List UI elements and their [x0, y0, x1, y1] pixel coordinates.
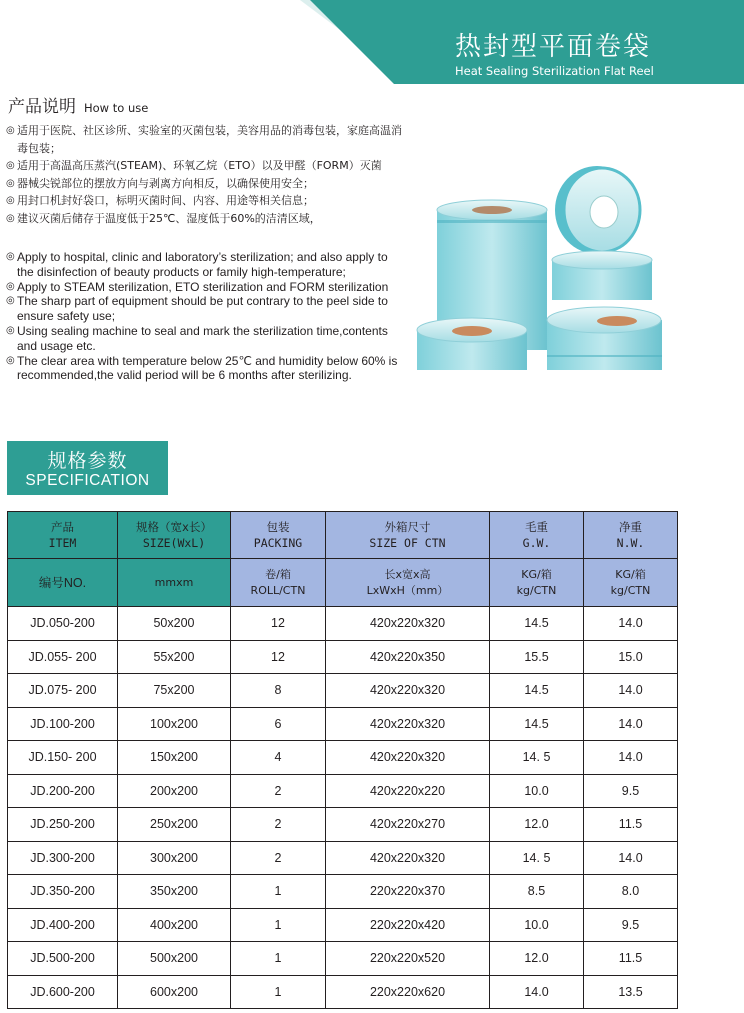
cell-gross-weight: 12.0 — [490, 942, 584, 976]
cell-gross-weight: 10.0 — [490, 774, 584, 808]
list-item: ◎ Apply to STEAM sterilization, ETO sterilization and FORM sterilization — [6, 279, 389, 294]
table-row — [8, 741, 678, 775]
subheader-cell-unit: mmxm — [118, 559, 231, 607]
cell-code: JD.200-200 — [8, 774, 118, 808]
cell-gross-weight: 14.5 — [490, 674, 584, 708]
cell-packing: 1 — [231, 875, 326, 909]
bullet-icon: ◎ — [6, 125, 15, 136]
cell-net-weight: 8.0 — [584, 875, 678, 909]
description-heading-cn: 产品说明 — [8, 97, 76, 117]
cell-packing: 2 — [231, 774, 326, 808]
cell-size: 400x200 — [118, 908, 231, 942]
cell-packing: 6 — [231, 707, 326, 741]
cell-ctn-size: 420x220x320 — [326, 674, 490, 708]
specification-heading-cn: 规格参数 — [47, 450, 128, 472]
cell-gross-weight: 12.0 — [490, 808, 584, 842]
sterilization-reel-rolls-image — [412, 150, 672, 400]
list-item: ◎ Using sealing machine to seal and mark the sterilization time,contents and usage etc. — [6, 323, 388, 353]
cell-size: 55x200 — [118, 640, 231, 674]
cell-code: JD.500-200 — [8, 942, 118, 976]
table-row — [8, 674, 678, 708]
cell-ctn-size: 220x220x620 — [326, 975, 490, 1009]
table-row — [8, 841, 678, 875]
cell-net-weight: 14.0 — [584, 707, 678, 741]
bullet-icon: ◎ — [6, 177, 15, 189]
bullet-icon: ◎ — [6, 160, 15, 171]
cell-gross-weight: 14.0 — [490, 975, 584, 1009]
cell-packing: 12 — [231, 640, 326, 674]
specification-table — [7, 511, 678, 1009]
subheader-cell-lwh: 长x宽x高 LxWxH（mm） — [326, 559, 490, 607]
header-cell-item: 产品 ITEM — [8, 512, 118, 559]
header-cell-packing: 包装 PACKING — [231, 512, 326, 559]
cell-ctn-size: 420x220x220 — [326, 774, 490, 808]
cell-net-weight: 14.0 — [584, 841, 678, 875]
cell-code: JD.100-200 — [8, 707, 118, 741]
cell-ctn-size: 420x220x270 — [326, 808, 490, 842]
table-row — [8, 707, 678, 741]
cell-packing: 1 — [231, 975, 326, 1009]
description-list-en — [6, 250, 406, 383]
cell-code: JD.300-200 — [8, 841, 118, 875]
cell-packing: 1 — [231, 908, 326, 942]
cell-gross-weight: 14. 5 — [490, 741, 584, 775]
cell-ctn-size: 420x220x320 — [326, 841, 490, 875]
cell-gross-weight: 15.5 — [490, 640, 584, 674]
cell-packing: 8 — [231, 674, 326, 708]
cell-ctn-size: 420x220x320 — [326, 741, 490, 775]
cell-ctn-size: 220x220x520 — [326, 942, 490, 976]
specification-heading-en: SPECIFICATION — [25, 472, 150, 489]
rolls-illustration — [412, 150, 672, 400]
cell-ctn-size: 420x220x320 — [326, 707, 490, 741]
cell-size: 500x200 — [118, 942, 231, 976]
cell-packing: 2 — [231, 841, 326, 875]
cell-net-weight: 11.5 — [584, 942, 678, 976]
cell-size: 250x200 — [118, 808, 231, 842]
cell-size: 150x200 — [118, 741, 231, 775]
header-cell-size: 规格（宽x长） SIZE(WxL) — [118, 512, 231, 559]
bullet-icon: ◎ — [6, 324, 15, 336]
cell-code: JD.600-200 — [8, 975, 118, 1009]
description-list-cn — [6, 122, 406, 227]
header-cell-ctn-size: 外箱尺寸 SIZE OF CTN — [326, 512, 490, 559]
cell-ctn-size: 420x220x320 — [326, 607, 490, 641]
cell-net-weight: 9.5 — [584, 908, 678, 942]
specification-heading — [7, 441, 168, 495]
description-heading-en: How to use — [84, 101, 149, 115]
cell-code: JD.350-200 — [8, 875, 118, 909]
list-item: ◎ 建议灭菌后储存于温度低于25℃、湿度低于60%的洁清区域， — [6, 210, 406, 228]
header-cell-gross-weight: 毛重 G.W. — [490, 512, 584, 559]
list-item: ◎ 适用于高温高压蒸汽(STEAM)、环氧乙烷（ETO）以及甲醛（FORM）灭菌 — [6, 157, 406, 175]
cell-code: JD.150- 200 — [8, 741, 118, 775]
bullet-icon: ◎ — [6, 354, 15, 366]
header-cell-net-weight: 净重 N.W. — [584, 512, 678, 559]
list-item: ◎ The clear area with temperature below 25℃ and humidity below 60% is recommended,the valid period will be 6 months after sterilizing. — [6, 353, 398, 383]
list-item: ◎ The sharp part of equipment should be put contrary to the peel side to ensure safety use; — [6, 294, 388, 324]
cell-gross-weight: 14.5 — [490, 707, 584, 741]
table-row — [8, 607, 678, 641]
cell-code: JD.400-200 — [8, 908, 118, 942]
cell-net-weight: 9.5 — [584, 774, 678, 808]
cell-gross-weight: 8.5 — [490, 875, 584, 909]
bullet-icon: ◎ — [6, 212, 15, 224]
header-banner — [0, 0, 744, 84]
subheader-cell-kg-gw: KG/箱 kg/CTN — [490, 559, 584, 607]
list-item: ◎ 适用于医院、社区诊所、实验室的灭菌包装，美容用品的消毒包装，家庭高温消毒包装； — [6, 124, 402, 155]
cell-code: JD.055- 200 — [8, 640, 118, 674]
description-heading — [8, 92, 148, 117]
table-row — [8, 975, 678, 1009]
cell-packing: 1 — [231, 942, 326, 976]
cell-net-weight: 14.0 — [584, 674, 678, 708]
table-subheader-row — [8, 559, 678, 607]
cell-net-weight: 11.5 — [584, 808, 678, 842]
cell-size: 350x200 — [118, 875, 231, 909]
cell-packing: 4 — [231, 741, 326, 775]
cell-size: 100x200 — [118, 707, 231, 741]
cell-code: JD.050-200 — [8, 607, 118, 641]
cell-code: JD.075- 200 — [8, 674, 118, 708]
bullet-icon: ◎ — [6, 251, 15, 262]
page-title: 热封型平面卷袋 — [455, 32, 652, 62]
table-row — [8, 875, 678, 909]
list-item: ◎ Apply to hospital, clinic and laboratory’s sterilization; and also apply to the disinfection of beauty products or family high-temperature; — [6, 250, 388, 279]
table-row — [8, 808, 678, 842]
page-subtitle: Heat Sealing Sterilization Flat Reel — [455, 64, 654, 78]
cell-packing: 12 — [231, 607, 326, 641]
table-row — [8, 774, 678, 808]
cell-code: JD.250-200 — [8, 808, 118, 842]
list-item: ◎ 用封口机封好袋口，标明灭菌时间、内容、用途等相关信息； — [6, 192, 406, 210]
bullet-icon: ◎ — [6, 280, 15, 292]
cell-net-weight: 15.0 — [584, 640, 678, 674]
cell-net-weight: 14.0 — [584, 741, 678, 775]
table-header-row — [8, 512, 678, 559]
list-item: ◎ 器械尖锐部位的摆放方向与剥离方向相反，以确保使用安全； — [6, 175, 406, 193]
cell-gross-weight: 10.0 — [490, 908, 584, 942]
cell-packing: 2 — [231, 808, 326, 842]
cell-ctn-size: 220x220x420 — [326, 908, 490, 942]
cell-size: 75x200 — [118, 674, 231, 708]
cell-gross-weight: 14.5 — [490, 607, 584, 641]
table-row — [8, 640, 678, 674]
bullet-icon: ◎ — [6, 295, 15, 307]
bullet-icon: ◎ — [6, 195, 15, 206]
cell-size: 200x200 — [118, 774, 231, 808]
cell-gross-weight: 14. 5 — [490, 841, 584, 875]
subheader-cell-number: 编号NO. — [8, 559, 118, 607]
cell-size: 300x200 — [118, 841, 231, 875]
cell-size: 50x200 — [118, 607, 231, 641]
table-row — [8, 942, 678, 976]
cell-size: 600x200 — [118, 975, 231, 1009]
cell-net-weight: 14.0 — [584, 607, 678, 641]
subheader-cell-roll-ctn: 卷/箱 ROLL/CTN — [231, 559, 326, 607]
cell-ctn-size: 420x220x350 — [326, 640, 490, 674]
table-row — [8, 908, 678, 942]
cell-net-weight: 13.5 — [584, 975, 678, 1009]
subheader-cell-kg-nw: KG/箱 kg/CTN — [584, 559, 678, 607]
cell-ctn-size: 220x220x370 — [326, 875, 490, 909]
